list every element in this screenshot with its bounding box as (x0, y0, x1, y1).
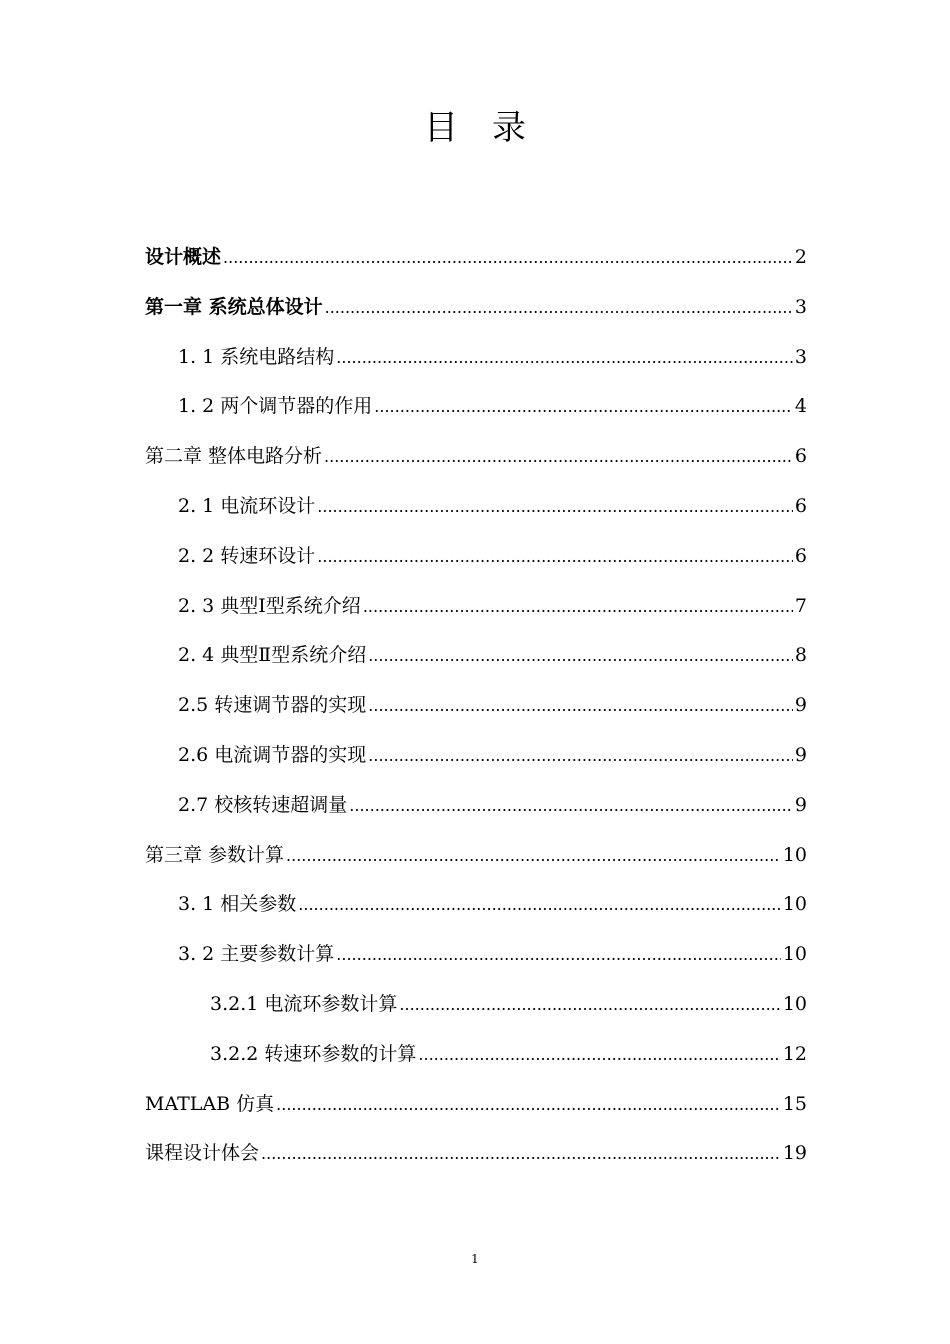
toc-entry[interactable] (210, 1040, 807, 1068)
toc-entry-page: 9 (794, 794, 807, 816)
toc-leader-dots (317, 493, 793, 521)
toc-entry-page: 4 (794, 395, 807, 417)
toc-entry-title: 2. 4 典型Ⅱ型系统介绍 (178, 644, 367, 666)
toc-entry[interactable] (178, 741, 807, 769)
toc-entry[interactable] (145, 1090, 807, 1118)
toc-entry-page: 10 (782, 993, 807, 1015)
toc-entry-page: 12 (782, 1043, 807, 1065)
toc-leader-dots (286, 842, 781, 870)
toc-leader-dots (336, 344, 793, 372)
toc-entry-page: 3 (794, 296, 807, 318)
toc-entry[interactable] (178, 392, 807, 420)
toc-entry-title: 3. 1 相关参数 (178, 893, 297, 915)
toc-entry[interactable] (145, 841, 807, 869)
toc-leader-dots (368, 692, 793, 720)
toc-leader-dots (368, 742, 793, 770)
toc-entry-title: MATLAB 仿真 (145, 1093, 275, 1115)
toc-entry-page: 6 (794, 545, 807, 567)
toc-leader-dots (418, 1041, 780, 1069)
toc-entry-title: 2.5 转速调节器的实现 (178, 694, 367, 716)
toc-entry[interactable] (178, 940, 807, 968)
toc-entry-page: 15 (782, 1093, 807, 1115)
toc-leader-dots (349, 792, 793, 820)
toc-entry-title: 课程设计体会 (145, 1142, 260, 1164)
toc-entry-page: 7 (794, 595, 807, 617)
toc-leader-dots (261, 1140, 781, 1168)
toc-entry[interactable] (145, 243, 807, 271)
toc-entry[interactable] (178, 890, 807, 918)
toc-entry-title: 第一章 系统总体设计 (145, 296, 323, 318)
toc-title: 目 录 (424, 108, 526, 148)
toc-entry-page: 9 (794, 744, 807, 766)
toc-entry-title: 3.2.1 电流环参数计算 (210, 993, 398, 1015)
toc-entry[interactable] (145, 293, 807, 321)
toc-leader-dots (374, 393, 793, 421)
toc-entry-page: 2 (794, 246, 807, 268)
toc-entry-page: 10 (782, 943, 807, 965)
toc-entry[interactable] (178, 791, 807, 819)
toc-entry-title: 3. 2 主要参数计算 (178, 943, 335, 965)
toc-leader-dots (324, 443, 793, 471)
page-number: 1 (471, 1252, 479, 1266)
toc-leader-dots (336, 941, 781, 969)
toc-entry[interactable] (178, 592, 807, 620)
toc-entry[interactable] (178, 691, 807, 719)
toc-entry[interactable] (145, 1139, 807, 1167)
toc-leader-dots (399, 991, 780, 1019)
toc-entry-page: 9 (794, 694, 807, 716)
toc-entry-title: 2. 2 转速环设计 (178, 545, 316, 567)
toc-leader-dots (223, 244, 793, 272)
toc-entry[interactable] (210, 990, 807, 1018)
toc-entry-page: 10 (782, 844, 807, 866)
toc-leader-dots (363, 593, 793, 621)
toc-entry-page: 10 (782, 893, 807, 915)
toc-entry-page: 3 (794, 346, 807, 368)
toc-entry-page: 8 (794, 644, 807, 666)
toc-leader-dots (298, 891, 781, 919)
toc-entry-title: 第二章 整体电路分析 (145, 445, 323, 467)
toc-entry-page: 6 (794, 495, 807, 517)
toc-entry-page: 19 (782, 1142, 807, 1164)
toc-leader-dots (368, 642, 793, 670)
toc-entry-title: 2. 1 电流环设计 (178, 495, 316, 517)
toc-entry-title: 第三章 参数计算 (145, 844, 285, 866)
toc-entry-title: 2.7 校核转速超调量 (178, 794, 348, 816)
toc-entry-title: 1. 1 系统电路结构 (178, 346, 335, 368)
toc-entry[interactable] (178, 492, 807, 520)
toc-entry[interactable] (145, 442, 807, 470)
toc-leader-dots (317, 543, 793, 571)
toc-entry-title: 设计概述 (145, 246, 222, 268)
toc-entry[interactable] (178, 542, 807, 570)
toc-entry-title: 1. 2 两个调节器的作用 (178, 395, 373, 417)
toc-entry-title: 3.2.2 转速环参数的计算 (210, 1043, 417, 1065)
toc-entry-page: 6 (794, 445, 807, 467)
toc-entry-title: 2.6 电流调节器的实现 (178, 744, 367, 766)
toc-leader-dots (276, 1091, 781, 1119)
toc-leader-dots (325, 294, 793, 322)
toc-entry-title: 2. 3 典型Ⅰ型系统介绍 (178, 595, 361, 617)
toc-entry[interactable] (178, 641, 807, 669)
toc-entry[interactable] (178, 343, 807, 371)
